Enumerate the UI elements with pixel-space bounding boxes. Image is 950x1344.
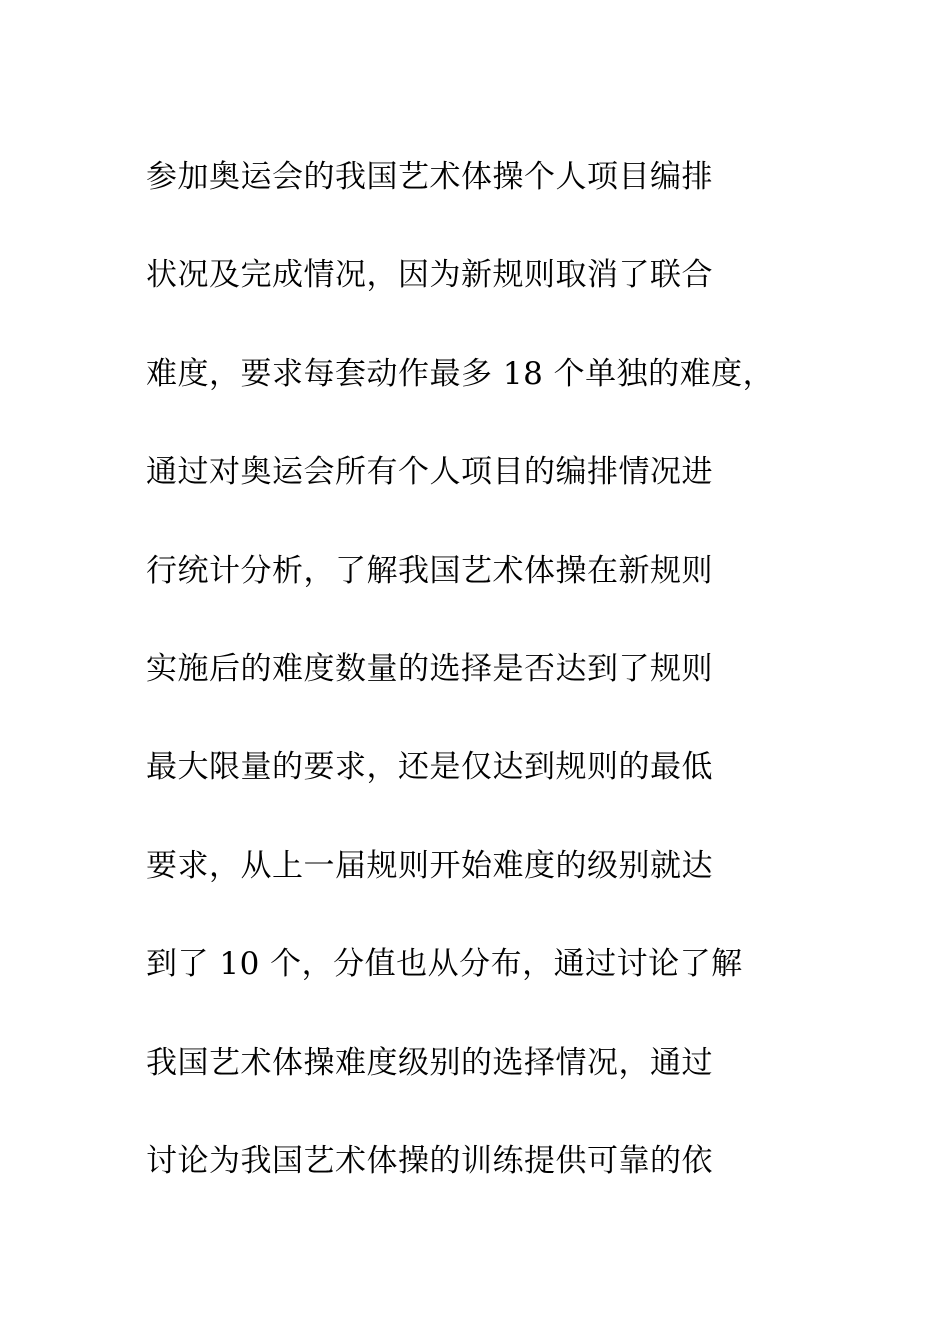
text-line-3: 难度，要求每套动作最多 18 个单独的难度， [146,355,775,392]
text-line-5: 行统计分析，了解我国艺术体操在新规则 [146,552,713,589]
text-line-2: 状况及完成情况，因为新规则取消了联合 [146,257,713,294]
text-line-1: 参加奥运会的我国艺术体操个人项目编排 [146,159,713,195]
text-line-9: 到了 10 个，分值也从分布，通过讨论了解 [146,946,743,983]
text-line-10: 我国艺术体操难度级别的选择情况，通过 [146,1044,713,1081]
text-line-6: 实施后的难度数量的选择是否达到了规则 [146,650,713,687]
text-line-11: 讨论为我国艺术体操的训练提供可靠的依 [146,1142,713,1179]
text-line-7: 最大限量的要求，还是仅达到规则的最低 [146,749,713,786]
body-text [146,128,826,1210]
text-line-8: 要求，从上一届规则开始难度的级别就达 [146,847,713,884]
text-line-4: 通过对奥运会所有个人项目的编排情况进 [146,454,713,491]
